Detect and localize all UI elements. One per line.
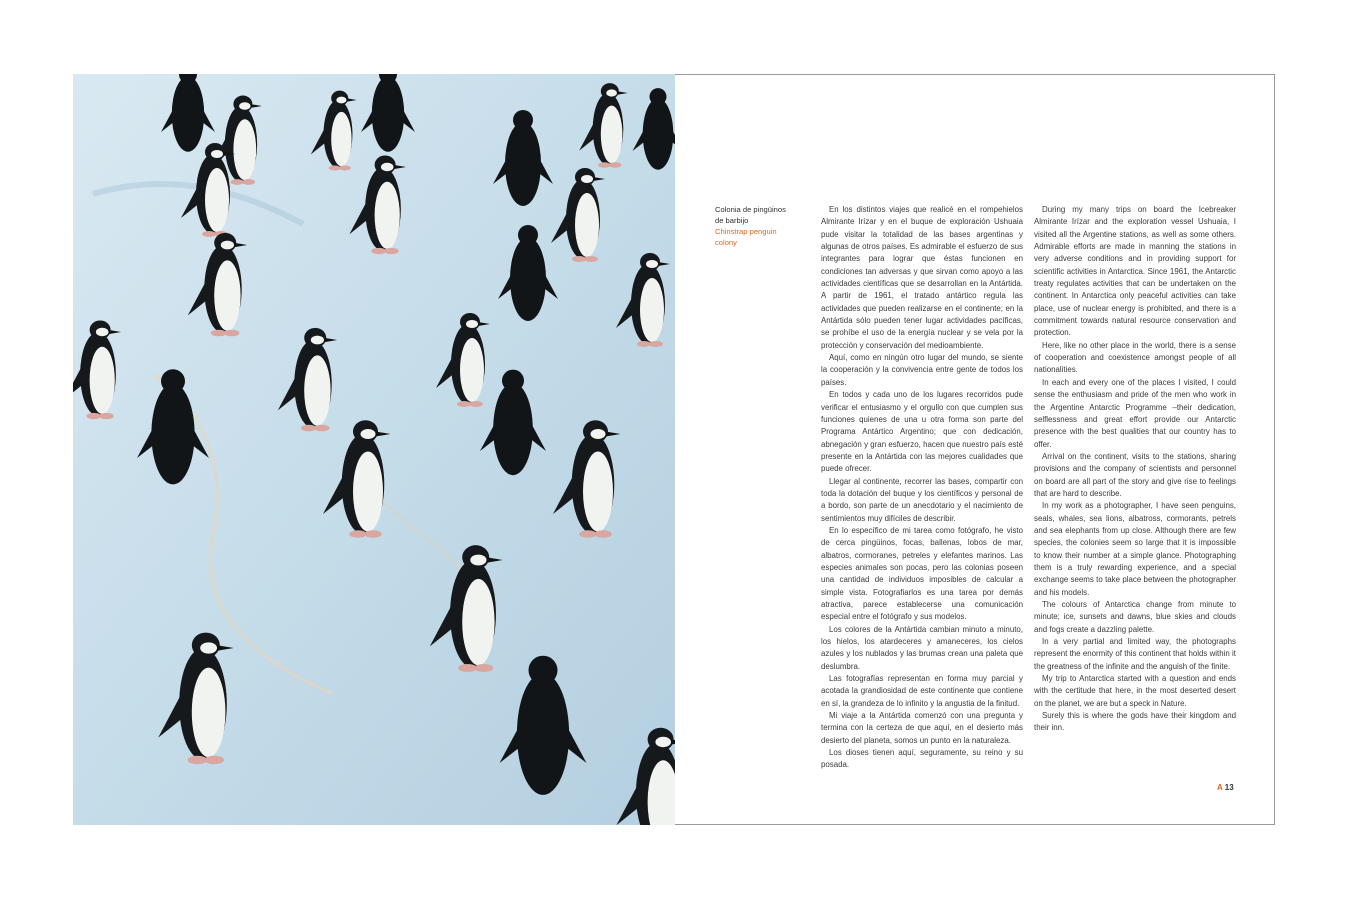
paragraph: En los distintos viajes que realicé en el rompehielos Almirante Irízar y en el buque de exploración Ushuaia pude visitar la totalidad de las bases argentinas y algunas de otros países. Es admirable el esfuerzo de sus integrantes para lograr que éstas funcionen en condiciones tan adversas y que sirvan como apoyo a las actividades científicas que se desarrollan en la Antártida. A partir de 1961, el tratado antártico regula las actividades que pueden realizarse en el continente; en la Antártida sólo pueden tener lugar actividades pacíficas, se prohíbe el uso de la energía nuclear y se vela por la protección y conservación del medioambiente.	[821, 205, 1023, 350]
paragraph: Los dioses tienen aquí, seguramente, su reino y su posada.	[821, 748, 1023, 770]
paragraph: In each and every one of the places I visited, I could sense the enthusiasm and pride of the men who work in the Argentine Antarctic Programme –their dedication, selflessness and great effort provide our Antarctic presence with the best qualities that our country has to offer.	[1034, 377, 1236, 449]
photo-caption	[715, 204, 787, 248]
paragraph: In my work as a photographer, I have seen penguins, seals, whales, sea lions, albatross, cormorants, petrels and sea elephants from up close. Although there are few species, the colonies seem so large that it is impossible to know their number at a simple glance. Photographing them is a truly rewarding experience, and a special exchange seems to take place between the photographer and his models.	[1034, 501, 1236, 597]
paragraph: Llegar al continente, recorrer las bases, compartir con toda la dotación del buque y los científicos y personal de a bordo, son parte de un anecdotario y el nacimiento de sentimientos muy difíciles de describir.	[821, 476, 1023, 523]
page-number	[1217, 783, 1234, 792]
paragraph: Here, like no other place in the world, there is a sense of cooperation and coexistence amongst people of all nationalities.	[1034, 340, 1236, 375]
paragraph: Aquí, como en ningún otro lugar del mundo, se siente la cooperación y la convivencia entre gente de todos los países.	[821, 353, 1023, 387]
paragraph: Los colores de la Antártida cambian minuto a minuto, los hielos, los atardeceres y amaneceres, los cielos azules y los nublados y las brumas crean una paleta que deslumbra.	[821, 624, 1023, 671]
paragraph: Mi viaje a la Antártida comenzó con una pregunta y termina con la certeza de que aquí, en el desierto más desierto del planeta, somos un punto en la naturaleza.	[821, 711, 1023, 745]
paragraph: The colours of Antarctica change from minute to minute; ice, sunsets and dawns, blue skies and clouds and fogs create a dazzling palette.	[1034, 600, 1236, 634]
paragraph: Arrival on the continent, visits to the stations, sharing provisions and the company of scientists and personnel on board are all part of the story and give rise to feelings that are hard to describe.	[1034, 451, 1236, 498]
caption-english: Chinstrap penguin colony	[715, 227, 777, 247]
caption-spanish: Colonia de pingüinos de barbijo	[715, 205, 786, 225]
paragraph: En todos y cada uno de los lugares recorridos pude verificar el entusiasmo y el orgullo con que cumplen sus funciones quienes de una u otra forma son parte del Programa Antártico Argentino; que con dedicación, abnegación y gran esfuerzo, hacen que nuestro país esté presente en la Antártida con las mejores cualidades que puede ofrecer.	[821, 390, 1023, 474]
penguin-photo	[73, 74, 675, 825]
paragraph: In a very partial and limited way, the photographs represent the enormity of this continent that holds within it the greatness of the infinite and the anguish of the finite.	[1034, 637, 1236, 671]
paragraph: My trip to Antarctica started with a question and ends with the certitude that here, in the most deserted desert on the planet, we are but a speck in Nature.	[1034, 674, 1236, 708]
paragraph: En lo específico de mi tarea como fotógrafo, he visto de cerca pingüinos, focas, ballenas, lobos de mar, albatros, cormoranes, petreles y elefantes marinos. Las especies animales son pocas, pero las colonias poseen una cantidad de individuos imposibles de calcular a simple vista. Fotografiarlos es una tarea por demás atractiva, parece establecerse una comunicación especial entre el fotógrafo y sus modelos.	[821, 525, 1023, 622]
page-number-value: 13	[1224, 783, 1234, 792]
spanish-text-column	[821, 204, 1023, 772]
english-text-column	[1034, 204, 1236, 735]
paragraph: Las fotografías representan en forma muy parcial y acotada la grandiosidad de este continente que contiene en sí, la grandeza de lo infinito y la angustia de la finitud.	[821, 674, 1023, 708]
paragraph: During my many trips on board the Icebreaker Almirante Irízar and the exploration vessel Ushuaia, I visited all the Argentine stations, as well as some others. Admirable efforts are made in manning the stations in very adverse conditions and in providing support for scientific activities in Antarctica. Since 1961, the Antarctic treaty regulates activities that can be undertaken on the continent. In Antarctica only peaceful activities can take place, use of nuclear energy is prohibited, and there is a commitment towards natural resource conservation and protection.	[1034, 205, 1236, 338]
paragraph: Surely this is where the gods have their kingdom and their inn.	[1034, 711, 1236, 733]
section-letter: A	[1217, 783, 1223, 792]
